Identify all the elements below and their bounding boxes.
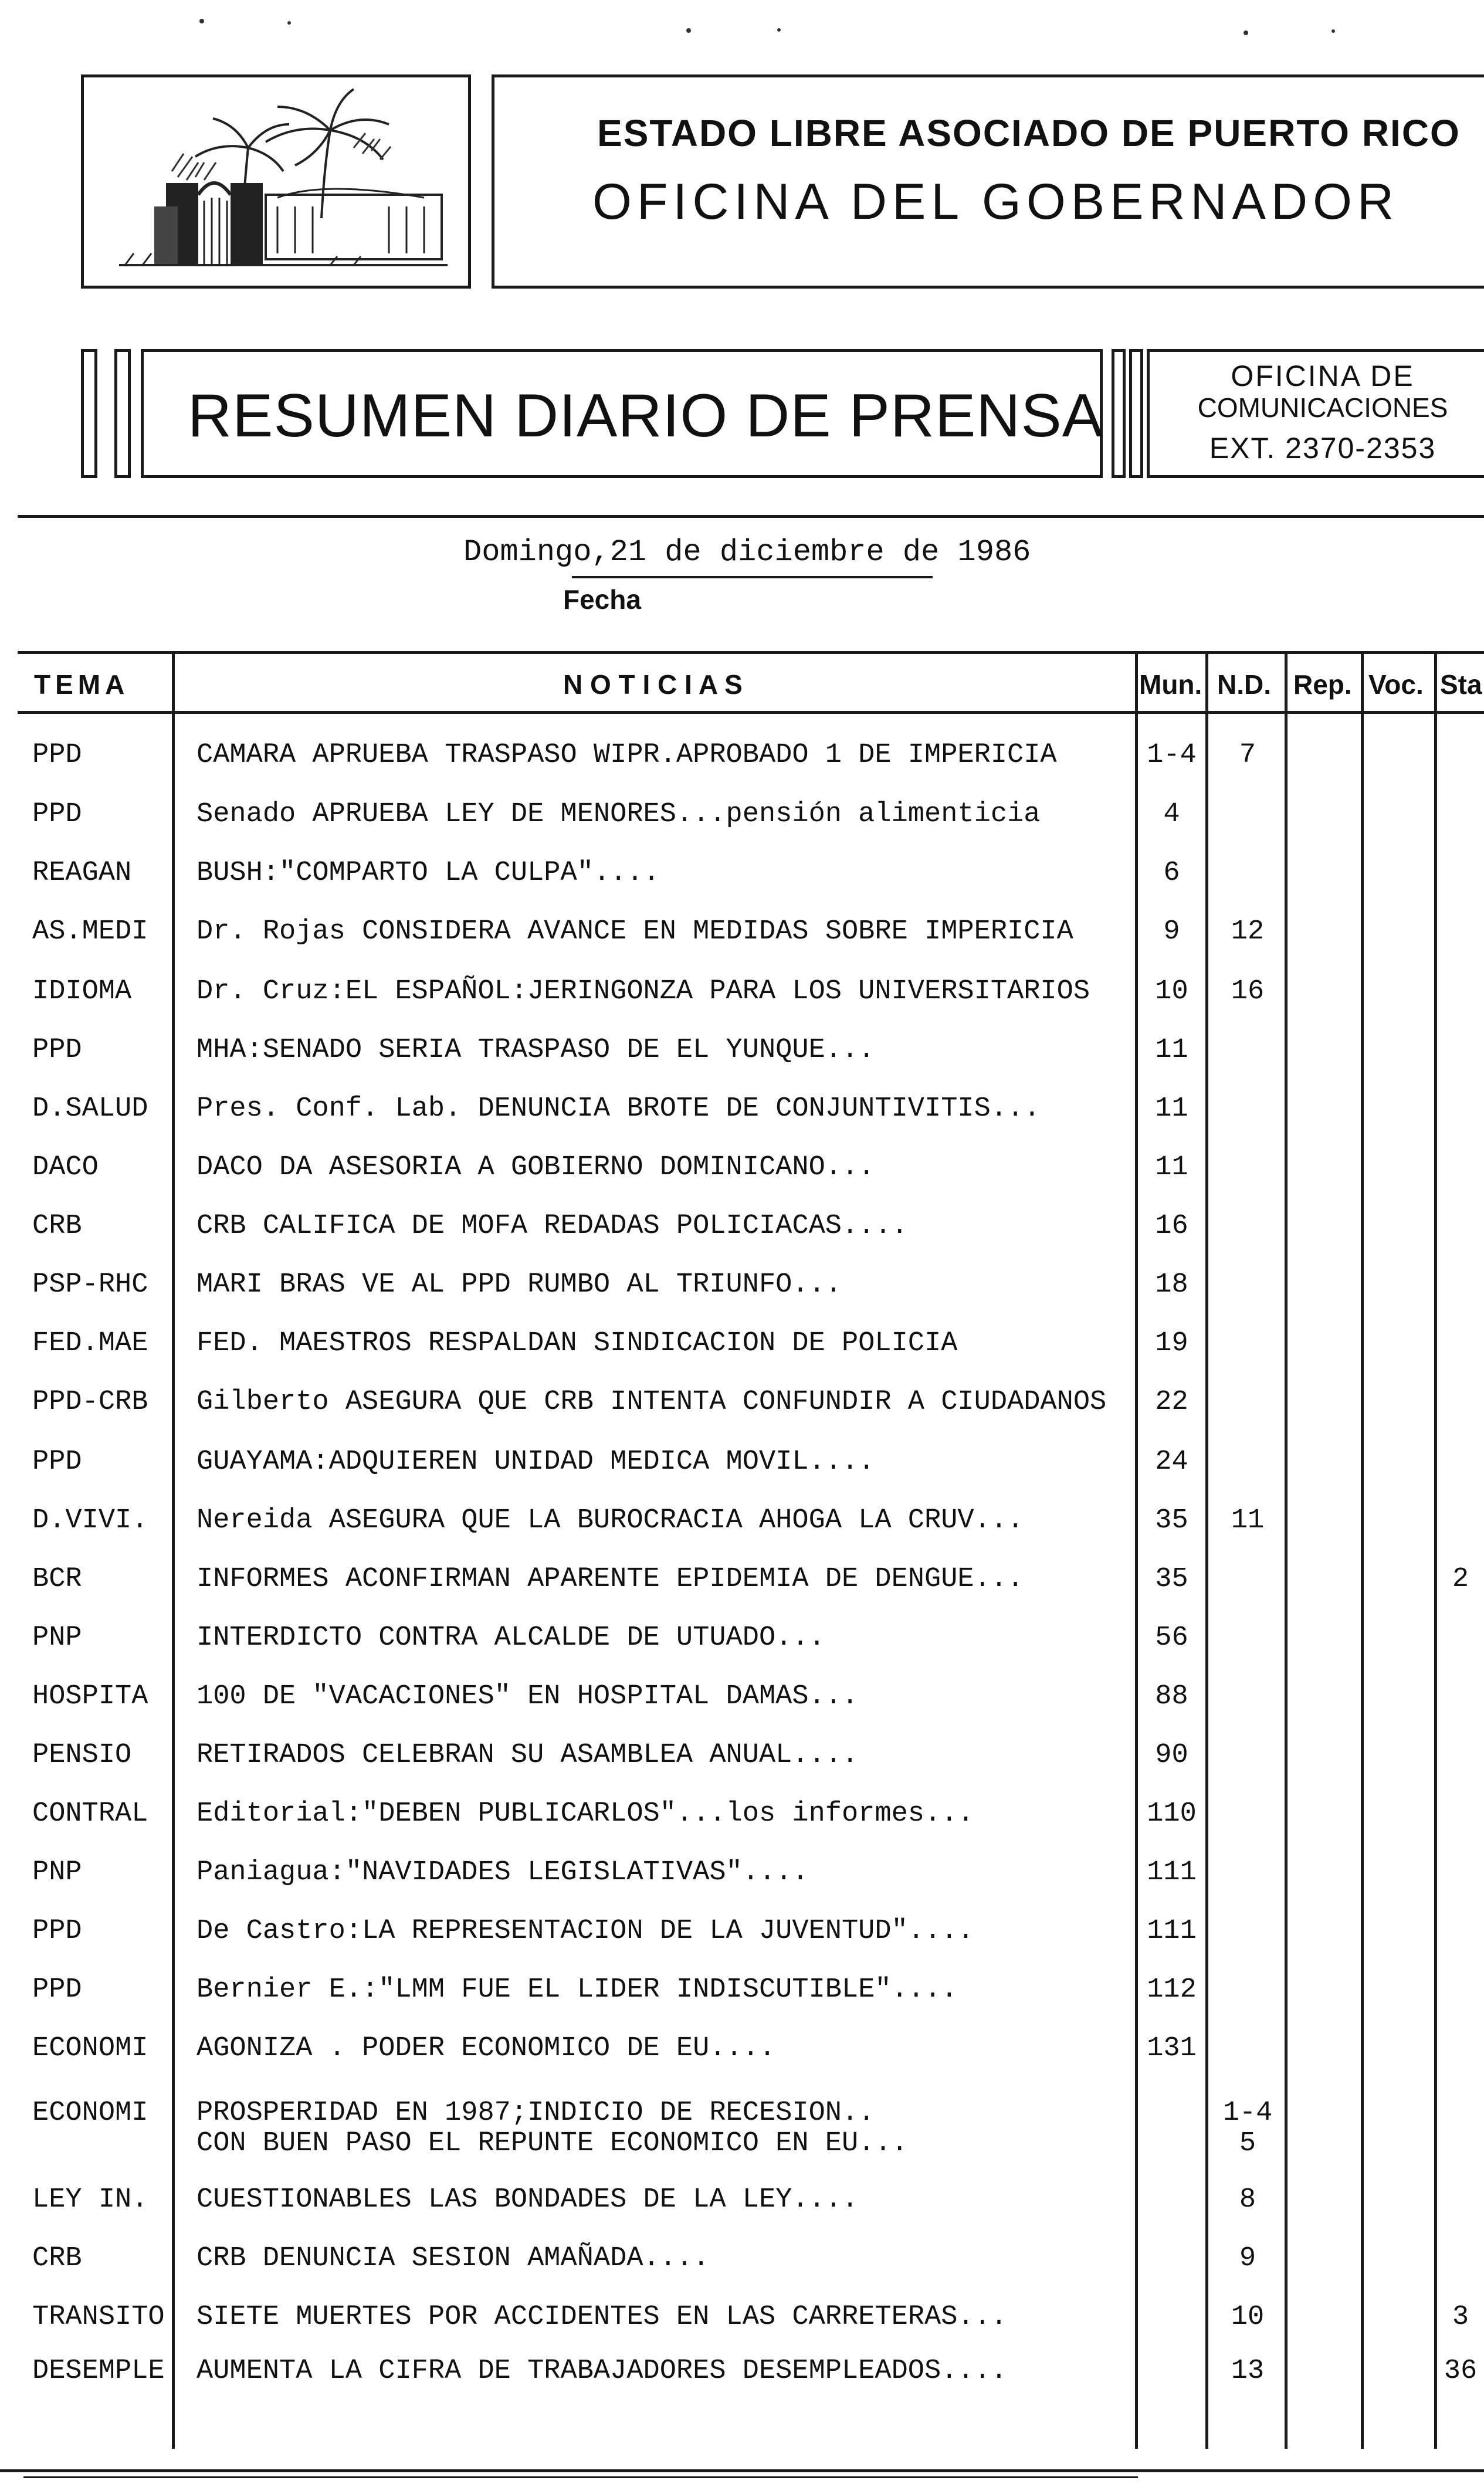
row-tema: CRB — [32, 1211, 82, 1242]
scan-speck — [686, 28, 691, 33]
row-tema: D.SALUD — [32, 1093, 148, 1124]
row-mun: 1-4 — [1147, 740, 1197, 771]
page-bottom-border — [0, 2469, 1484, 2472]
row-noticia: CRB CALIFICA DE MOFA REDADAS POLICIACAS.... — [196, 1211, 908, 1242]
row-tema: PPD — [32, 799, 82, 830]
row-noticia: Nereida ASEGURA QUE LA BUROCRACIA AHOGA LA CRUV... — [196, 1505, 1024, 1536]
row-tema: ECONOMI — [32, 2097, 148, 2129]
row-tema: IDIOMA — [32, 976, 132, 1007]
row-tema: REAGAN — [32, 858, 132, 889]
row-tema: DESEMPLE — [32, 2356, 165, 2387]
header-state-name: ESTADO LIBRE ASOCIADO DE PUERTO RICO — [597, 112, 1461, 154]
row-mun: 16 — [1155, 1211, 1188, 1242]
row-nd-line2: 5 — [1239, 2128, 1256, 2159]
row-noticia: Editorial:"DEBEN PUBLICARLOS"...los informes... — [196, 1798, 974, 1829]
row-nd: 7 — [1239, 740, 1256, 771]
scan-speck — [199, 19, 204, 23]
banner-title: RESUMEN DIARIO DE PRENSA — [188, 382, 1104, 450]
row-tema: PPD — [32, 740, 82, 771]
row-nd: 9 — [1239, 2243, 1256, 2274]
header-office-name: OFICINA DEL GOBERNADOR — [592, 174, 1400, 230]
row-noticia: Gilberto ASEGURA QUE CRB INTENTA CONFUNDIR A CIUDADANOS — [196, 1387, 1107, 1418]
row-nd: 8 — [1239, 2184, 1256, 2215]
row-mun: 6 — [1163, 858, 1180, 889]
col-divider-tema — [172, 651, 175, 2449]
col-divider-voc — [1434, 651, 1437, 2449]
row-tema: PPD-CRB — [32, 1387, 148, 1418]
date-label: Fecha — [563, 584, 641, 615]
row-noticia: Dr. Rojas CONSIDERA AVANCE EN MEDIDAS SOBRE IMPERICIA — [196, 916, 1073, 947]
row-noticia: BUSH:"COMPARTO LA CULPA".... — [196, 858, 660, 889]
row-noticia: De Castro:LA REPRESENTACION DE LA JUVENTUD".... — [196, 1916, 974, 1947]
header-noticias: N O T I C I A S — [563, 669, 743, 700]
office-label-2: COMUNICACIONES — [1197, 392, 1448, 423]
row-noticia: GUAYAMA:ADQUIEREN UNIDAD MEDICA MOVIL.... — [196, 1446, 875, 1477]
office-extension: EXT. 2370-2353 — [1209, 432, 1436, 465]
row-mun: 9 — [1163, 916, 1180, 947]
row-mun: 131 — [1147, 2033, 1197, 2064]
row-mun: 90 — [1155, 1740, 1188, 1771]
row-mun: 112 — [1147, 1974, 1197, 2005]
row-nd: 11 — [1231, 1505, 1265, 1536]
row-nd: 12 — [1231, 916, 1265, 947]
row-nd: 13 — [1231, 2356, 1265, 2387]
row-noticia: FED. MAESTROS RESPALDAN SINDICACION DE POLICIA — [196, 1328, 958, 1359]
row-noticia: DACO DA ASESORIA A GOBIERNO DOMINICANO... — [196, 1152, 875, 1183]
row-noticia-line2: CON BUEN PASO EL REPUNTE ECONOMICO EN EU... — [196, 2128, 908, 2159]
banner-bar-left-1 — [81, 349, 97, 478]
row-tema: ECONOMI — [32, 2033, 148, 2064]
row-tema: PPD — [32, 1974, 82, 2005]
row-noticia: CUESTIONABLES LAS BONDADES DE LA LEY.... — [196, 2184, 859, 2215]
row-sta: 36 — [1444, 2356, 1478, 2387]
row-mun: 88 — [1155, 1681, 1188, 1712]
row-mun: 24 — [1155, 1446, 1188, 1477]
row-tema: BCR — [32, 1564, 82, 1595]
row-sta: 2 — [1452, 1564, 1469, 1595]
row-tema: AS.MEDI — [32, 916, 148, 947]
row-noticia: Dr. Cruz:EL ESPAÑOL:JERINGONZA PARA LOS UNIVERSITARIOS — [196, 976, 1090, 1007]
row-mun: 111 — [1147, 1857, 1197, 1888]
scan-speck — [287, 21, 291, 25]
date-value: Domingo,21 de diciembre de 1986 — [463, 535, 1031, 570]
row-tema: PPD — [32, 1446, 82, 1477]
row-mun: 18 — [1155, 1269, 1188, 1300]
banner-bar-right-2 — [1129, 349, 1143, 478]
page-bottom-border-2 — [23, 2476, 1138, 2478]
scan-speck — [1331, 29, 1335, 33]
banner-bar-right-1 — [1112, 349, 1126, 478]
row-mun: 56 — [1155, 1622, 1188, 1653]
row-tema: CRB — [32, 2243, 82, 2274]
row-mun: 11 — [1155, 1093, 1188, 1124]
row-mun: 35 — [1155, 1505, 1188, 1536]
row-mun: 10 — [1155, 976, 1188, 1007]
scan-speck — [777, 28, 781, 32]
row-sta: 3 — [1452, 2302, 1469, 2333]
date-underline — [572, 576, 933, 578]
header-voc: Voc. — [1368, 669, 1424, 700]
row-nd: 1-4 — [1222, 2097, 1273, 2129]
row-noticia: Senado APRUEBA LEY DE MENORES...pensión alimenticia — [196, 799, 1041, 830]
table-top-border — [18, 651, 1484, 654]
row-mun: 111 — [1147, 1916, 1197, 1947]
col-divider-mun — [1205, 651, 1208, 2449]
row-tema: DACO — [32, 1152, 99, 1183]
banner-bar-left-2 — [114, 349, 131, 478]
row-tema: PSP-RHC — [32, 1269, 148, 1300]
row-noticia: INTERDICTO CONTRA ALCALDE DE UTUADO... — [196, 1622, 825, 1653]
row-noticia: Pres. Conf. Lab. DENUNCIA BROTE DE CONJUNTIVITIS... — [196, 1093, 1041, 1124]
divider-line — [18, 515, 1484, 518]
row-noticia: CRB DENUNCIA SESION AMAÑADA.... — [196, 2243, 710, 2274]
header-sta: Sta — [1440, 669, 1482, 700]
header-mun: Mun. — [1139, 669, 1202, 700]
row-noticia: 100 DE "VACACIONES" EN HOSPITAL DAMAS... — [196, 1681, 859, 1712]
row-mun: 110 — [1147, 1798, 1197, 1829]
row-nd: 16 — [1231, 976, 1265, 1007]
row-noticia: AGONIZA . PODER ECONOMICO DE EU.... — [196, 2033, 776, 2064]
row-noticia: RETIRADOS CELEBRAN SU ASAMBLEA ANUAL.... — [196, 1740, 859, 1771]
row-noticia: AUMENTA LA CIFRA DE TRABAJADORES DESEMPLEADOS.... — [196, 2356, 1008, 2387]
row-noticia: SIETE MUERTES POR ACCIDENTES EN LAS CARRETERAS... — [196, 2302, 1008, 2333]
table-header-border — [18, 711, 1484, 714]
row-tema: PPD — [32, 1916, 82, 1947]
row-noticia: CAMARA APRUEBA TRASPASO WIPR.APROBADO 1 DE IMPERICIA — [196, 740, 1057, 771]
row-tema: LEY IN. — [32, 2184, 148, 2215]
row-mun: 11 — [1155, 1035, 1188, 1066]
row-mun: 11 — [1155, 1152, 1188, 1183]
row-tema: TRANSITO — [32, 2302, 165, 2333]
row-noticia: MHA:SENADO SERIA TRASPASO DE EL YUNQUE... — [196, 1035, 875, 1066]
row-tema: FED.MAE — [32, 1328, 148, 1359]
office-label-1: OFICINA DE — [1231, 360, 1415, 392]
row-tema: PNP — [32, 1857, 82, 1888]
scan-speck — [1244, 31, 1248, 35]
row-noticia: PROSPERIDAD EN 1987;INDICIO DE RECESION.. — [196, 2097, 875, 2129]
row-tema: HOSPITA — [32, 1681, 148, 1712]
col-divider-rep — [1361, 651, 1364, 2449]
row-mun: 35 — [1155, 1564, 1188, 1595]
row-tema: PENSIO — [32, 1740, 132, 1771]
row-noticia: MARI BRAS VE AL PPD RUMBO AL TRIUNFO... — [196, 1269, 842, 1300]
header-nd: N.D. — [1217, 669, 1271, 700]
row-tema: PNP — [32, 1622, 82, 1653]
header-tema: TEMA — [34, 669, 130, 700]
row-tema: PPD — [32, 1035, 82, 1066]
row-noticia: INFORMES ACONFIRMAN APARENTE EPIDEMIA DE DENGUE... — [196, 1564, 1024, 1595]
logo-box — [81, 74, 471, 289]
row-nd: 10 — [1231, 2302, 1265, 2333]
row-mun: 22 — [1155, 1387, 1188, 1418]
row-noticia: Bernier E.:"LMM FUE EL LIDER INDISCUTIBLE".... — [196, 1974, 958, 2005]
fortaleza-illustration — [84, 77, 468, 286]
row-tema: CONTRAL — [32, 1798, 148, 1829]
header-rep: Rep. — [1293, 669, 1352, 700]
row-mun: 19 — [1155, 1328, 1188, 1359]
row-noticia: Paniagua:"NAVIDADES LEGISLATIVAS".... — [196, 1857, 809, 1888]
row-tema: D.VIVI. — [32, 1505, 148, 1536]
row-mun: 4 — [1163, 799, 1180, 830]
